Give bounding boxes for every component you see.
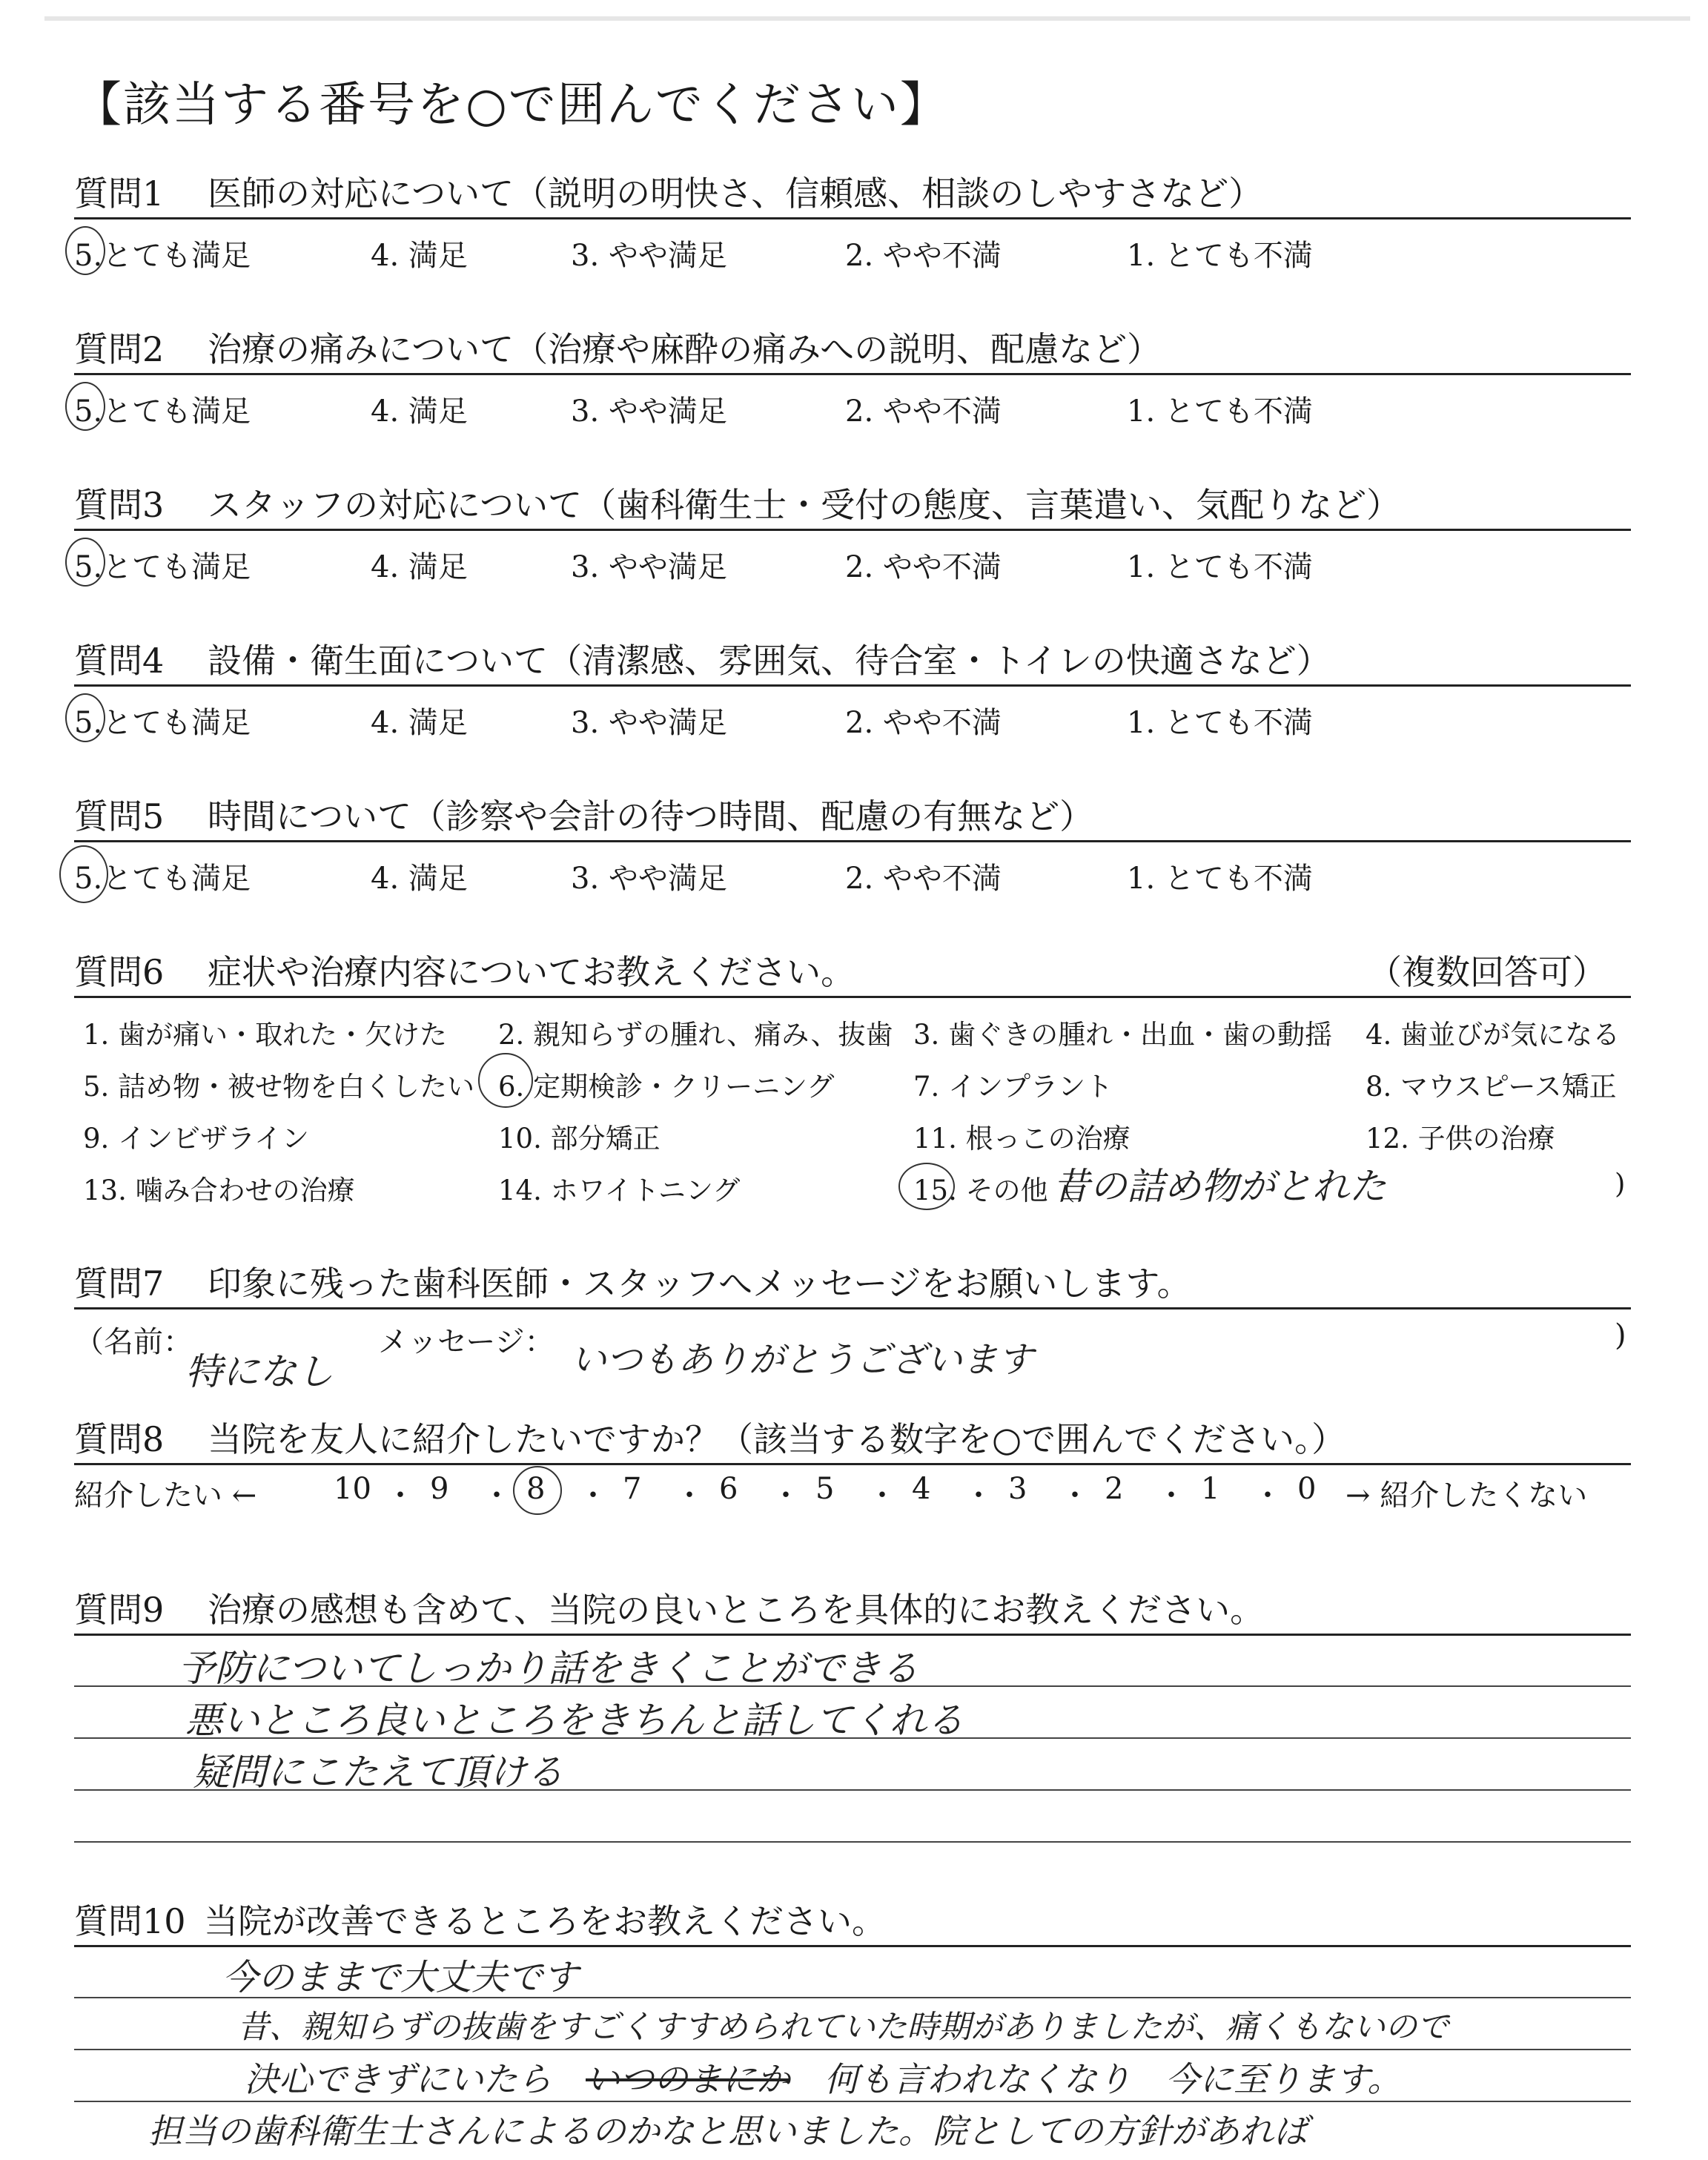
q10-answer-3a: 決心できずにいたら (245, 2059, 552, 2099)
q7-question (74, 1257, 1191, 1306)
q2-opt-2[interactable]: 2. やや不満 (845, 394, 1002, 429)
q6-opt-10[interactable]: 10. 部分矯正 (498, 1123, 661, 1155)
q8-scale-separator: ・ (1253, 1479, 1282, 1513)
q8-scale-2[interactable]: 2 (1105, 1472, 1124, 1506)
q10-rule (74, 1945, 1631, 1947)
q3-text: スタッフの対応について（歯科衛生士・受付の態度、言葉遣い、気配りなど） (208, 485, 1401, 525)
q4-opt-5[interactable]: 5.とても満足 (74, 706, 251, 740)
q8-scale-8[interactable]: 8 (526, 1472, 546, 1506)
q9-question (74, 1583, 1264, 1632)
q5-rule (74, 840, 1631, 842)
scan-top-border (44, 16, 1690, 21)
q1-opt-4[interactable]: 4. 満足 (371, 239, 468, 273)
q6-opt-5[interactable]: 5. 詰め物・被せ物を白くしたい (83, 1071, 475, 1103)
q7-rule (74, 1307, 1631, 1309)
q6-other-answer: 昔の詰め物がとれた (1053, 1165, 1386, 1208)
q1-answer-circle (65, 226, 105, 275)
q1-opt-2[interactable]: 2. やや不満 (845, 239, 1002, 273)
q10-answer-4: 担当の歯科衛生士さんによるのかなと思いました。院としての方針があれば (148, 2111, 1308, 2151)
q6-opt-7[interactable]: 7. インプラント (913, 1071, 1113, 1103)
q4-rule (74, 684, 1631, 687)
q6-number: 質問6 (74, 952, 165, 992)
q1-text: 医師の対応について（説明の明快さ、信頼感、相談のしやすさなど） (208, 174, 1263, 214)
q6-rule (74, 996, 1631, 998)
q2-question (74, 323, 1161, 371)
q8-scale-separator: ・ (578, 1479, 608, 1513)
q7-number: 質問7 (74, 1264, 165, 1304)
q8-scale-separator: ・ (1156, 1479, 1186, 1513)
q7-message-label: メッセージ： (378, 1325, 555, 1359)
q10-answer-1: 今のままで大丈夫です (222, 1957, 579, 1998)
q4-answer-circle (65, 693, 105, 742)
q4-text: 設備・衛生面について（清潔感、雰囲気、待合室・トイレの快適さなど） (208, 641, 1331, 681)
q7-name-label: （名前： (74, 1325, 193, 1359)
q9-rule (74, 1634, 1631, 1636)
q8-left-label: 紹介したい ← (74, 1479, 257, 1513)
q2-opt-3[interactable]: 3. やや満足 (571, 394, 727, 429)
q8-scale-separator: ・ (771, 1479, 801, 1513)
q9-text: 治療の感想も含めて、当院の良いところを具体的にお教えください。 (208, 1590, 1265, 1630)
q5-opt-3[interactable]: 3. やや満足 (571, 862, 727, 896)
q6-opt-9[interactable]: 9. インビザライン (83, 1123, 309, 1155)
q8-scale-10[interactable]: 10 (334, 1472, 371, 1506)
q4-opt-4[interactable]: 4. 満足 (371, 706, 468, 740)
q3-opt-5[interactable]: 5.とても満足 (74, 550, 251, 584)
q8-number: 質問8 (74, 1419, 165, 1459)
q8-scale-4[interactable]: 4 (912, 1472, 931, 1506)
q2-opt-1[interactable]: 1. とても不満 (1127, 394, 1313, 429)
q1-rule (74, 217, 1631, 219)
q2-text: 治療の痛みについて（治療や麻酔の痛みへの説明、配慮など） (208, 329, 1162, 369)
q8-scale-7[interactable]: 7 (623, 1472, 642, 1506)
q7-text: 印象に残った歯科医師・スタッフへメッセージをお願いします。 (208, 1264, 1191, 1304)
q3-opt-1[interactable]: 1. とても不満 (1127, 550, 1313, 584)
q3-opt-2[interactable]: 2. やや不満 (845, 550, 1002, 584)
q3-rule (74, 529, 1631, 531)
q10-number: 質問10 (74, 1901, 186, 1941)
q7-message-answer: いつもありがとうございます (571, 1339, 1034, 1381)
q3-answer-circle (65, 538, 105, 587)
q6-question (74, 945, 855, 994)
q5-number: 質問5 (74, 796, 165, 836)
q6-opt-11[interactable]: 11. 根っこの治療 (913, 1123, 1131, 1155)
q2-opt-5[interactable]: 5.とても満足 (74, 394, 251, 429)
q4-opt-2[interactable]: 2. やや不満 (845, 706, 1002, 740)
q6-opt-2[interactable]: 2. 親知らずの腫れ、痛み、抜歯 (498, 1019, 893, 1051)
q10-question (74, 1895, 886, 1943)
q6-other-close: ) (1615, 1168, 1626, 1200)
q6-opt-3[interactable]: 3. 歯ぐきの腫れ・出血・歯の動揺 (913, 1019, 1333, 1051)
q6-text: 症状や治療内容についてお教えください。 (208, 952, 855, 992)
q4-question (74, 634, 1331, 683)
q1-opt-5[interactable]: 5.とても満足 (74, 239, 251, 273)
q4-number: 質問4 (74, 641, 165, 681)
q6-opt-1[interactable]: 1. 歯が痛い・取れた・欠けた (83, 1019, 448, 1051)
q6-opt-6[interactable]: 6. 定期検診・クリーニング (498, 1071, 835, 1103)
q8-right-label: → 紹介したくない (1345, 1479, 1588, 1513)
q8-question (74, 1413, 1345, 1462)
q5-question (74, 790, 1093, 839)
q5-answer-circle (59, 845, 108, 903)
q5-opt-5[interactable]: 5.とても満足 (74, 862, 251, 896)
q6-circle-15 (898, 1163, 955, 1210)
q8-text: 当院を友人に紹介したいですか？（該当する数字を○で囲んでください。） (208, 1419, 1346, 1459)
q9-answer-3: 疑問にこたえて頂ける (193, 1751, 563, 1794)
q2-rule (74, 373, 1631, 375)
q6-opt-8[interactable]: 8. マウスピース矯正 (1366, 1071, 1617, 1103)
q8-rule (74, 1463, 1631, 1465)
q9-number: 質問9 (74, 1590, 165, 1630)
q1-opt-1[interactable]: 1. とても不満 (1127, 239, 1313, 273)
q8-scale-separator: ・ (675, 1479, 704, 1513)
q10-answer-2: 昔、親知らずの抜歯をすごくすすめられていた時期がありましたが、痛くもないので (237, 2009, 1449, 2046)
q8-scale-1[interactable]: 1 (1201, 1472, 1220, 1506)
q1-opt-3[interactable]: 3. やや満足 (571, 239, 727, 273)
q8-scale-separator: ・ (482, 1479, 512, 1513)
q2-number: 質問2 (74, 329, 165, 369)
q6-opt-14[interactable]: 14. ホワイトニング (498, 1175, 741, 1206)
q9-line (74, 1841, 1631, 1843)
q3-question (74, 478, 1400, 527)
q7-close-paren: ) (1615, 1318, 1626, 1353)
q8-selected-circle (513, 1466, 562, 1515)
q6-circle-6 (478, 1053, 533, 1108)
q2-answer-circle (65, 382, 105, 431)
q1-question (74, 167, 1262, 216)
q8-scale-separator: ・ (867, 1479, 897, 1513)
q5-opt-1[interactable]: 1. とても不満 (1127, 862, 1313, 896)
q6-opt-15[interactable]: 15. その他（ (913, 1175, 1076, 1206)
q4-opt-1[interactable]: 1. とても不満 (1127, 706, 1313, 740)
q10-text: 当院が改善できるところをお教えください。 (204, 1901, 886, 1941)
q9-answer-2: 悪いところ良いところをきちんと話してくれる (185, 1699, 964, 1742)
q6-opt-4[interactable]: 4. 歯並びが気になる (1366, 1019, 1621, 1051)
q8-scale-9[interactable]: 9 (430, 1472, 449, 1506)
q10-answer-3 (245, 2052, 1401, 2101)
q7-name-answer: 特になし (185, 1350, 334, 1393)
q9-answer-1: 予防についてしっかり話をきくことができる (178, 1647, 918, 1690)
q3-opt-3[interactable]: 3. やや満足 (571, 550, 727, 584)
q5-opt-2[interactable]: 2. やや不満 (845, 862, 1002, 896)
q2-opt-4[interactable]: 4. 満足 (371, 394, 468, 429)
q6-opt-13[interactable]: 13. 噛み合わせの治療 (83, 1175, 355, 1206)
q3-number: 質問3 (74, 485, 165, 525)
q8-scale-3[interactable]: 3 (1008, 1472, 1027, 1506)
q5-text: 時間について（診察や会計の待つ時間、配慮の有無など） (208, 796, 1094, 836)
q6-opt-12[interactable]: 12. 子供の治療 (1366, 1123, 1555, 1155)
page-title: 【該当する番号を○で囲んでください】 (74, 78, 949, 133)
q6-multiple-note: （複数回答可） (1368, 952, 1606, 992)
q8-scale-separator: ・ (964, 1479, 993, 1513)
q8-scale-6[interactable]: 6 (719, 1472, 738, 1506)
q8-scale-separator: ・ (385, 1479, 415, 1513)
q3-opt-4[interactable]: 4. 満足 (371, 550, 468, 584)
q10-line (74, 2049, 1631, 2050)
q4-opt-3[interactable]: 3. やや満足 (571, 706, 727, 740)
q10-answer-3-struck: いつのまにか (586, 2059, 790, 2099)
q8-scale-5[interactable]: 5 (815, 1472, 835, 1506)
q10-answer-3b: 何も言われなくなり 今に至ります。 (824, 2059, 1402, 2099)
q8-scale-separator: ・ (1060, 1479, 1090, 1513)
q5-opt-4[interactable]: 4. 満足 (371, 862, 468, 896)
q8-scale-0[interactable]: 0 (1297, 1472, 1317, 1506)
q1-number: 質問1 (74, 174, 165, 214)
